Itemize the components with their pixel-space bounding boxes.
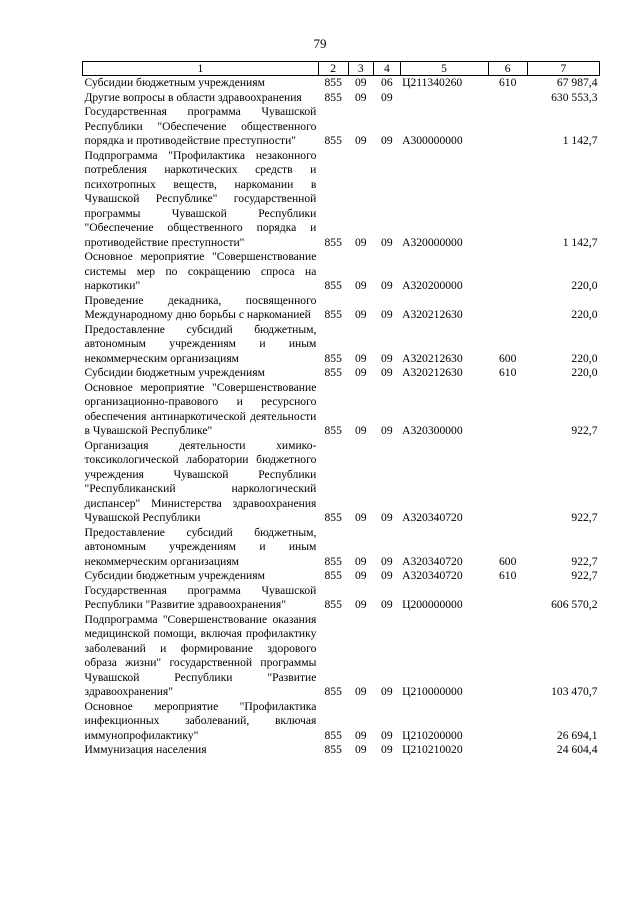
row-expense-type (488, 91, 527, 106)
row-subsection: 09 (381, 728, 393, 742)
row-expense-type (488, 439, 527, 526)
row-section: 09 (355, 728, 367, 742)
row-target-code: А320200000 (402, 279, 463, 292)
row-subsection: 09 (381, 685, 393, 698)
row-subsection: 09 (381, 569, 393, 582)
row-name: Подпрограмма "Совершенствование оказания медицинской помощи, включая профилактику заболеваний и формирование здорового образа жизни" государственной программы Чувашской Республики "Развитие здравоохранения" (84, 612, 317, 698)
row-amount: 922,7 (571, 569, 598, 582)
row-expense-type: 600 (498, 554, 517, 568)
row-target-code: А320340720 (402, 569, 463, 582)
row-target-code: А320340720 (402, 511, 463, 524)
row-target-code: А320000000 (402, 235, 463, 249)
table-body (83, 76, 600, 758)
row-amount: 1 142,7 (562, 235, 598, 249)
page-number: 79 (313, 36, 327, 51)
row-expense-type (488, 613, 527, 700)
header-col-7: 7 (527, 62, 599, 76)
row-expense-type: 600 (498, 351, 517, 365)
table-row (83, 91, 600, 106)
row-section: 09 (355, 366, 367, 379)
row-expense-type (488, 584, 527, 613)
row-target-code: Ц211340260 (402, 76, 463, 89)
header-col-6: 6 (488, 62, 527, 76)
row-expense-type (488, 294, 527, 323)
row-amount: 1 142,7 (562, 134, 598, 147)
table-row (83, 149, 600, 251)
row-section: 09 (355, 743, 367, 756)
row-section: 09 (355, 76, 367, 89)
table-row (83, 294, 600, 323)
row-amount: 606 570,2 (551, 598, 598, 611)
row-name: Субсидии бюджетным учреждениям (84, 569, 265, 582)
row-amount: 220,0 (571, 366, 598, 379)
row-subsection: 09 (381, 424, 393, 437)
row-target-code: А320212630 (402, 351, 463, 365)
row-section: 09 (355, 424, 367, 437)
row-name: Проведение декадника, посвященного Международному дню борьбы с наркоманией (84, 293, 317, 321)
row-subsection: 09 (381, 134, 393, 147)
row-target-code (400, 91, 488, 106)
row-section: 09 (355, 351, 367, 365)
row-expense-type: 610 (498, 366, 517, 379)
header-col-1: 1 (83, 62, 319, 76)
table-row (83, 105, 600, 149)
row-name: Основное мероприятие "Профилактика инфекционных заболеваний, включая иммунопрофилактику" (84, 699, 317, 742)
row-section: 09 (355, 235, 367, 249)
row-section: 09 (355, 134, 367, 147)
row-target-code: Ц200000000 (402, 598, 463, 611)
row-name: Организация деятельности химико-токсикологической лаборатории бюджетного учреждения Чувашской Республики "Республиканский наркологический диспансер" Министерства здравоохранения Чувашской Республики (84, 438, 317, 524)
row-section: 09 (355, 511, 367, 524)
row-grbs: 855 (324, 134, 342, 147)
row-subsection: 09 (381, 366, 393, 379)
table-row (83, 526, 600, 570)
table-row (83, 584, 600, 613)
row-name: Предоставление субсидий бюджетным, автономным учреждениям и иным некоммерческим организациям (84, 322, 317, 365)
table-row (83, 366, 600, 381)
row-subsection: 09 (381, 743, 393, 756)
row-subsection: 06 (381, 76, 393, 89)
row-grbs: 855 (324, 554, 342, 568)
table-row (83, 613, 600, 700)
row-amount: 26 694,1 (556, 728, 598, 742)
row-subsection: 09 (381, 554, 393, 568)
row-name: Основное мероприятие "Совершенствование системы мер по сокращению спроса на наркотики" (84, 250, 317, 292)
row-grbs: 855 (324, 569, 342, 582)
row-name: Предоставление субсидий бюджетным, автономным учреждениям и иным некоммерческим организациям (84, 525, 317, 568)
row-target-code: Ц210200000 (402, 728, 463, 742)
header-col-4: 4 (374, 62, 401, 76)
row-name: Основное мероприятие "Совершенствование организационно-правового и ресурсного обеспечения антинаркотической деятельности в Чувашской Республике" (84, 380, 317, 437)
row-grbs: 855 (324, 90, 342, 104)
row-section: 09 (355, 598, 367, 611)
header-col-2: 2 (318, 62, 348, 76)
row-subsection: 09 (381, 351, 393, 365)
row-amount: 922,7 (571, 511, 598, 524)
row-subsection: 09 (381, 235, 393, 249)
row-grbs: 855 (324, 366, 342, 379)
row-amount: 220,0 (571, 351, 598, 365)
row-target-code: А320300000 (402, 424, 463, 437)
table-row (83, 250, 600, 294)
row-section: 09 (355, 279, 367, 292)
row-name: Государственная программа Чувашской Республики "Обеспечение общественного порядка и противодействие преступности" (84, 105, 317, 147)
row-subsection: 09 (381, 90, 393, 104)
row-amount: 630 553,3 (551, 90, 598, 104)
table-header-row (83, 62, 600, 76)
row-expense-type (488, 381, 527, 439)
row-amount: 103 470,7 (551, 685, 598, 698)
budget-table (82, 61, 600, 758)
row-name: Субсидии бюджетным учреждениям (84, 366, 265, 379)
row-expense-type (488, 250, 527, 294)
row-expense-type (488, 743, 527, 758)
row-target-code: Ц210210020 (402, 743, 463, 756)
row-grbs: 855 (324, 511, 342, 524)
row-grbs: 855 (324, 351, 342, 365)
row-subsection: 09 (381, 308, 393, 321)
row-expense-type (488, 700, 527, 744)
row-target-code: Ц210000000 (402, 685, 463, 698)
row-grbs: 855 (324, 728, 342, 742)
row-grbs: 855 (324, 76, 342, 89)
table-row (83, 381, 600, 439)
row-subsection: 09 (381, 511, 393, 524)
row-section: 09 (355, 685, 367, 698)
row-name: Иммунизация населения (84, 743, 207, 756)
header-col-5: 5 (400, 62, 488, 76)
table-row (83, 743, 600, 758)
row-target-code: А300000000 (402, 134, 463, 147)
row-grbs: 855 (324, 743, 342, 756)
row-subsection: 09 (381, 598, 393, 611)
row-amount: 220,0 (571, 279, 598, 292)
table-row (83, 323, 600, 367)
row-section: 09 (355, 569, 367, 582)
header-col-3: 3 (348, 62, 374, 76)
row-name: Субсидии бюджетным учреждениям (84, 76, 265, 89)
row-amount: 24 604,4 (556, 743, 598, 756)
row-grbs: 855 (324, 685, 342, 698)
row-section: 09 (355, 90, 367, 104)
table-row (83, 700, 600, 744)
row-section: 09 (355, 308, 367, 321)
row-section: 09 (355, 554, 367, 568)
row-subsection: 09 (381, 279, 393, 292)
table-row (83, 76, 600, 91)
row-expense-type: 610 (498, 76, 517, 89)
row-grbs: 855 (324, 308, 342, 321)
row-amount: 220,0 (571, 308, 598, 321)
table-row (83, 439, 600, 526)
row-grbs: 855 (324, 235, 342, 249)
row-target-code: А320212630 (402, 366, 463, 379)
row-grbs: 855 (324, 279, 342, 292)
row-name: Другие вопросы в области здравоохранения (84, 90, 302, 104)
row-amount: 922,7 (571, 554, 598, 568)
row-amount: 67 987,4 (556, 76, 598, 89)
row-name: Государственная программа Чувашской Республики "Развитие здравоохранения" (84, 583, 317, 611)
row-name: Подпрограмма "Профилактика незаконного потребления наркотических средств и психотропных веществ, наркомании в Чувашской Республике" государственной программы Чувашской Республики "Обеспечение общественного порядка и противодействие преступности" (84, 148, 317, 249)
row-expense-type: 610 (498, 569, 517, 582)
row-amount: 922,7 (571, 424, 598, 437)
row-grbs: 855 (324, 598, 342, 611)
row-expense-type (488, 105, 527, 149)
row-expense-type (488, 149, 527, 251)
row-target-code: А320340720 (402, 554, 463, 568)
table-row (83, 569, 600, 584)
row-target-code: А320212630 (402, 308, 463, 321)
row-grbs: 855 (324, 424, 342, 437)
